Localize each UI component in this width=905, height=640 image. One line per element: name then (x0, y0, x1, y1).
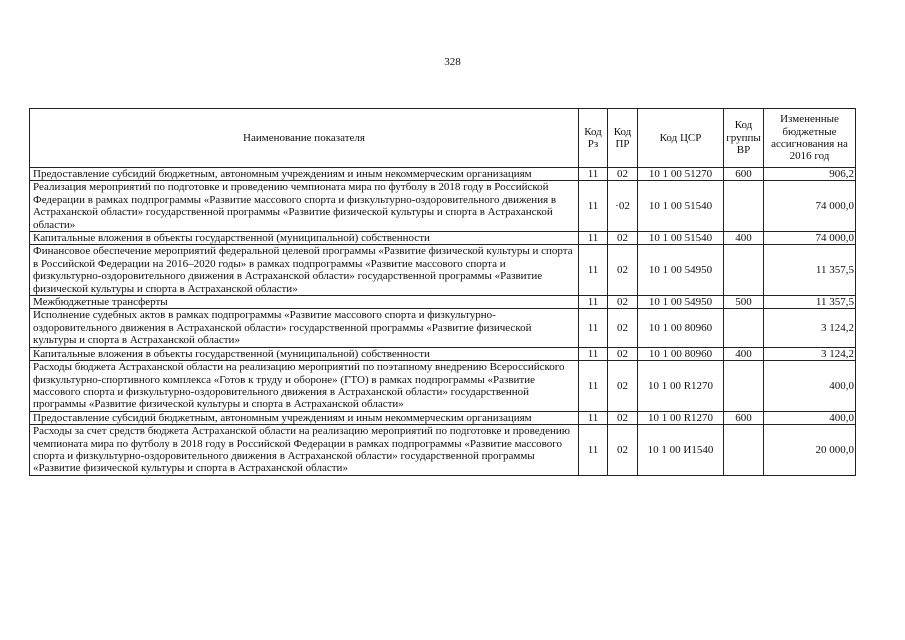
row-rz-cell: 11 (579, 347, 608, 360)
row-vr-cell (724, 361, 764, 412)
row-csr-cell: 10 1 00 51540 (638, 181, 724, 232)
row-rz-cell: 11 (579, 181, 608, 232)
row-name-cell: Капитальные вложения в объекты государственной (муниципальной) собственности (30, 347, 579, 360)
row-pr-cell: 02 (608, 296, 638, 309)
header-csr: Код ЦСР (638, 109, 724, 168)
row-name-cell: Предоставление субсидий бюджетным, автономным учреждениям и иным некоммерческим организациям (30, 168, 579, 181)
row-vr-cell (724, 245, 764, 296)
table-header-row (30, 109, 856, 168)
row-csr-cell: 10 1 00 54950 (638, 245, 724, 296)
row-csr-cell: 10 1 00 51270 (638, 168, 724, 181)
row-amount-cell: 400,0 (764, 411, 856, 424)
row-name-cell: Предоставление субсидий бюджетным, автономным учреждениям и иным некоммерческим организациям (30, 411, 579, 424)
table-row (30, 296, 856, 309)
row-name-cell: Финансовое обеспечение мероприятий федеральной целевой программы «Развитие физической культуры и спорта в Российской Федерации на 2016–2020 годы» в рамках подпрограммы «Развитие массового спорта и физкультурно-оздоровительного движения в Астраханской области» государственной программы «Развитие физической культуры и спорта в Астраханской области» (30, 245, 579, 296)
row-name-cell: Исполнение судебных актов в рамках подпрограммы «Развитие массового спорта и физкультурно-оздоровительного движения в Астраханской области» государственной программы «Развитие физической культуры и спорта в Астраханской области» (30, 309, 579, 347)
table-row (30, 245, 856, 296)
row-vr-cell: 500 (724, 296, 764, 309)
header-rz: Код Рз (579, 109, 608, 168)
row-amount-cell: 74 000,0 (764, 181, 856, 232)
row-rz-cell: 11 (579, 232, 608, 245)
row-csr-cell: 10 1 00 54950 (638, 296, 724, 309)
row-vr-cell: 400 (724, 232, 764, 245)
table-row (30, 361, 856, 412)
row-name-cell: Расходы за счет средств бюджета Астраханской области на реализацию мероприятий по подготовке и проведению чемпионата мира по футболу в 2018 году в Российской Федерации в рамках подпрограммы «Развитие массового спорта и физкультурно-оздоровительного движения в Астраханской области» государственной программы «Развитие физической культуры и спорта в Астраханской области» (30, 425, 579, 476)
row-pr-cell: 02 (608, 347, 638, 360)
row-name-cell: Межбюджетные трансферты (30, 296, 579, 309)
row-csr-cell: 10 1 00 51540 (638, 232, 724, 245)
row-amount-cell: 400,0 (764, 361, 856, 412)
row-rz-cell: 11 (579, 309, 608, 347)
row-pr-cell: 02 (608, 361, 638, 412)
row-vr-cell (724, 309, 764, 347)
row-pr-cell: ·02 (608, 181, 638, 232)
row-csr-cell: 10 1 00 80960 (638, 347, 724, 360)
row-name-cell: Капитальные вложения в объекты государственной (муниципальной) собственности (30, 232, 579, 245)
row-pr-cell: 02 (608, 245, 638, 296)
table-row (30, 232, 856, 245)
table-row (30, 309, 856, 347)
table-row (30, 411, 856, 424)
table-row (30, 425, 856, 476)
row-vr-cell: 400 (724, 347, 764, 360)
row-amount-cell: 11 357,5 (764, 296, 856, 309)
row-pr-cell: 02 (608, 168, 638, 181)
budget-table (29, 108, 856, 476)
row-pr-cell: 02 (608, 425, 638, 476)
row-amount-cell: 74 000,0 (764, 232, 856, 245)
row-pr-cell: 02 (608, 232, 638, 245)
row-vr-cell: 600 (724, 411, 764, 424)
row-vr-cell: 600 (724, 168, 764, 181)
row-csr-cell: 10 1 00 R1270 (638, 411, 724, 424)
header-pr: Код ПР (608, 109, 638, 168)
row-csr-cell: 10 1 00 80960 (638, 309, 724, 347)
row-rz-cell: 11 (579, 411, 608, 424)
header-name: Наименование показателя (30, 109, 579, 168)
row-rz-cell: 11 (579, 425, 608, 476)
row-name-cell: Расходы бюджета Астраханской области на реализацию мероприятий по поэтапному внедрению Всероссийского физкультурно-спортивного комплекса «Готов к труду и обороне» (ГТО) в рамках подпрограммы «Развитие массового спорта и физкультурно-оздоровительного движения в Астраханской области» государственной программы «Развитие физической культуры и спорта в Астраханской области» (30, 361, 579, 412)
table-row (30, 347, 856, 360)
row-rz-cell: 11 (579, 245, 608, 296)
row-csr-cell: 10 1 00 R1270 (638, 361, 724, 412)
header-amount: Измененные бюджетные ассигнования на 2016 год (764, 109, 856, 168)
page-number: 328 (444, 56, 461, 68)
row-pr-cell: 02 (608, 411, 638, 424)
row-amount-cell: 906,2 (764, 168, 856, 181)
row-csr-cell: 10 1 00 И1540 (638, 425, 724, 476)
row-name-cell: Реализация мероприятий по подготовке и проведению чемпионата мира по футболу в 2018 году в Российской Федерации в рамках подпрограммы «Развитие массового спорта и физкультурно-оздоровительного движения в Астраханской области» государственной программы «Развитие физической культуры и спорта в Астраханской области» (30, 181, 579, 232)
row-rz-cell: 11 (579, 361, 608, 412)
row-vr-cell (724, 181, 764, 232)
row-rz-cell: 11 (579, 168, 608, 181)
row-amount-cell: 11 357,5 (764, 245, 856, 296)
row-vr-cell (724, 425, 764, 476)
table-row (30, 181, 856, 232)
row-amount-cell: 20 000,0 (764, 425, 856, 476)
row-amount-cell: 3 124,2 (764, 309, 856, 347)
table-row (30, 168, 856, 181)
row-rz-cell: 11 (579, 296, 608, 309)
row-amount-cell: 3 124,2 (764, 347, 856, 360)
header-vr: Код группы ВР (724, 109, 764, 168)
row-pr-cell: 02 (608, 309, 638, 347)
